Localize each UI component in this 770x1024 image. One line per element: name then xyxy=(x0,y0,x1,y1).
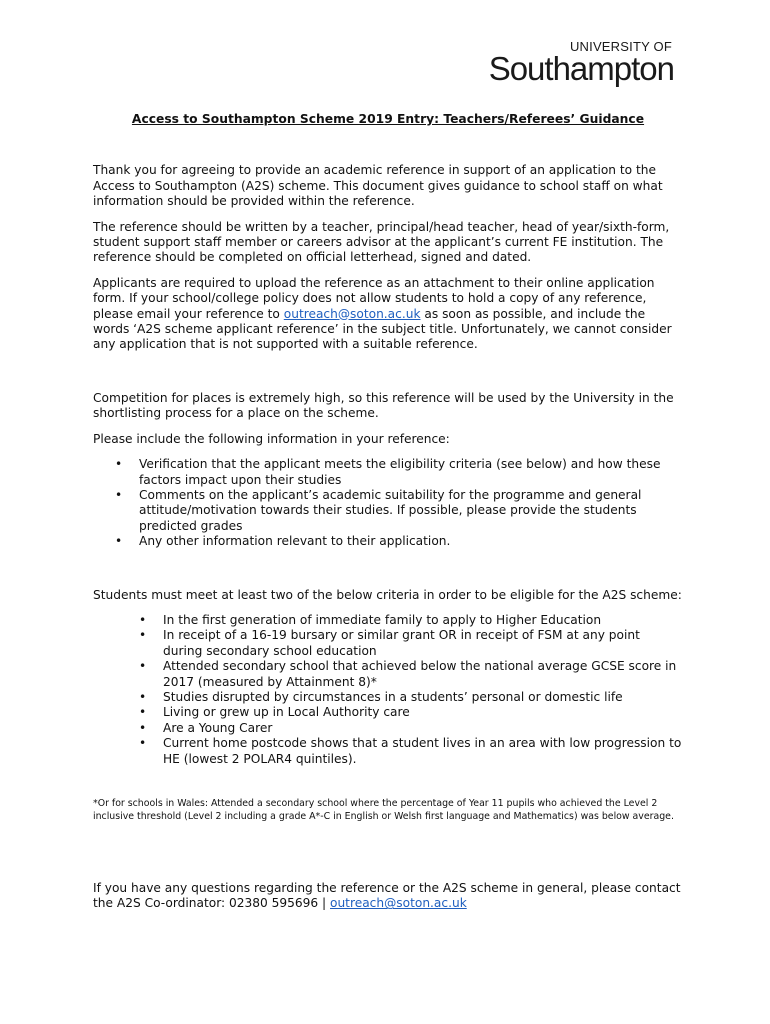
competition-paragraph: Competition for places is extremely high, so this reference will be used by the University in the shortlisting process for a place on the scheme. xyxy=(93,390,674,421)
bullet-icon: • xyxy=(139,628,147,643)
closing-paragraph xyxy=(93,881,683,912)
list-item-text: Any other information relevant to their application. xyxy=(139,534,451,549)
list-item xyxy=(139,613,683,628)
upload-paragraph xyxy=(93,276,683,353)
list-item-text: In the first generation of immediate family to apply to Higher Education xyxy=(163,612,602,627)
logo-university-of: UNIVERSITY OF xyxy=(569,39,672,54)
upload-text-end: as soon as possible, and include the words ‘A2S scheme applicant reference’ in the subject title. Unfortunately, we cannot consider any application that is not supported with a suitable reference. xyxy=(93,306,672,352)
bullet-icon: • xyxy=(115,457,123,472)
list-item-text: Comments on the applicant’s academic suitability for the programme and general attitude/motivation towards their studies. If possible, please provide the students predicted grades xyxy=(139,487,642,533)
list-item-text: Attended secondary school that achieved below the national average GCSE score in 2017 (measured by Attainment 8)* xyxy=(163,659,677,689)
intro-paragraph: Thank you for agreeing to provide an academic reference in support of an application to the Access to Southampton (A2S) scheme. This document gives guidance to school staff on what information should be provided within the reference. xyxy=(93,163,663,209)
footnote: *Or for schools in Wales: Attended a secondary school where the percentage of Year 11 pupils who achieved the Level 2 inclusive threshold (Level 2 including a grade A*-C in English or Welsh first language and Mathematics) was below average. xyxy=(93,798,674,822)
list-item xyxy=(139,736,683,767)
document-body xyxy=(93,112,683,922)
list-item-text: Studies disrupted by circumstances in a students’ personal or domestic life xyxy=(163,689,623,704)
bullet-icon: • xyxy=(139,736,147,751)
list-item xyxy=(139,659,683,690)
bullet-icon: • xyxy=(139,689,147,704)
include-paragraph: Please include the following information in your reference: xyxy=(93,431,450,446)
bullet-icon: • xyxy=(139,720,147,735)
list-item-text: Current home postcode shows that a student lives in an area with low progression to HE (lowest 2 POLAR4 quintiles). xyxy=(163,736,682,766)
document-title: Access to Southampton Scheme 2019 Entry: Teachers/Referees’ Guidance xyxy=(131,112,645,126)
bullet-icon: • xyxy=(139,612,147,627)
logo-southampton: Southampton xyxy=(488,50,674,87)
list-item xyxy=(115,457,683,488)
closing-text: If you have any questions regarding the reference or the A2S scheme in general, please contact the A2S Co-ordinator: 02380 595696 | xyxy=(93,881,681,911)
list-item-text: Living or grew up in Local Authority care xyxy=(163,705,410,720)
coordinator-email-link[interactable]: outreach@soton.ac.uk xyxy=(330,896,467,911)
reference-content-list xyxy=(115,457,683,549)
list-item xyxy=(115,488,683,534)
list-item-text: Are a Young Carer xyxy=(163,720,273,735)
eligibility-criteria-list xyxy=(139,613,683,767)
bullet-icon: • xyxy=(139,705,147,720)
upload-text-start: Applicants are required to upload the reference as an attachment to their online application form. If your school/college policy does not allow students to hold a copy of any reference, please email your reference to xyxy=(93,275,655,321)
criteria-paragraph: Students must meet at least two of the below criteria in order to be eligible for the A2S scheme: xyxy=(93,587,682,602)
referee-paragraph: The reference should be written by a teacher, principal/head teacher, head of year/sixth-form, student support staff member or careers advisor at the applicant’s current FE institution. The reference should be completed on official letterhead, signed and dated. xyxy=(93,219,670,265)
bullet-icon: • xyxy=(115,534,123,549)
list-item xyxy=(115,534,683,549)
list-item xyxy=(139,705,683,720)
university-logo xyxy=(488,39,674,87)
outreach-email-link[interactable]: outreach@soton.ac.uk xyxy=(283,306,421,321)
list-item-text: Verification that the applicant meets the eligibility criteria (see below) and how these factors impact upon their studies xyxy=(139,457,661,487)
list-item xyxy=(139,690,683,705)
list-item xyxy=(139,721,683,736)
bullet-icon: • xyxy=(139,659,147,674)
list-item-text: In receipt of a 16-19 bursary or similar grant OR in receipt of FSM at any point during secondary school education xyxy=(163,628,640,658)
bullet-icon: • xyxy=(115,487,123,502)
list-item xyxy=(139,628,683,659)
